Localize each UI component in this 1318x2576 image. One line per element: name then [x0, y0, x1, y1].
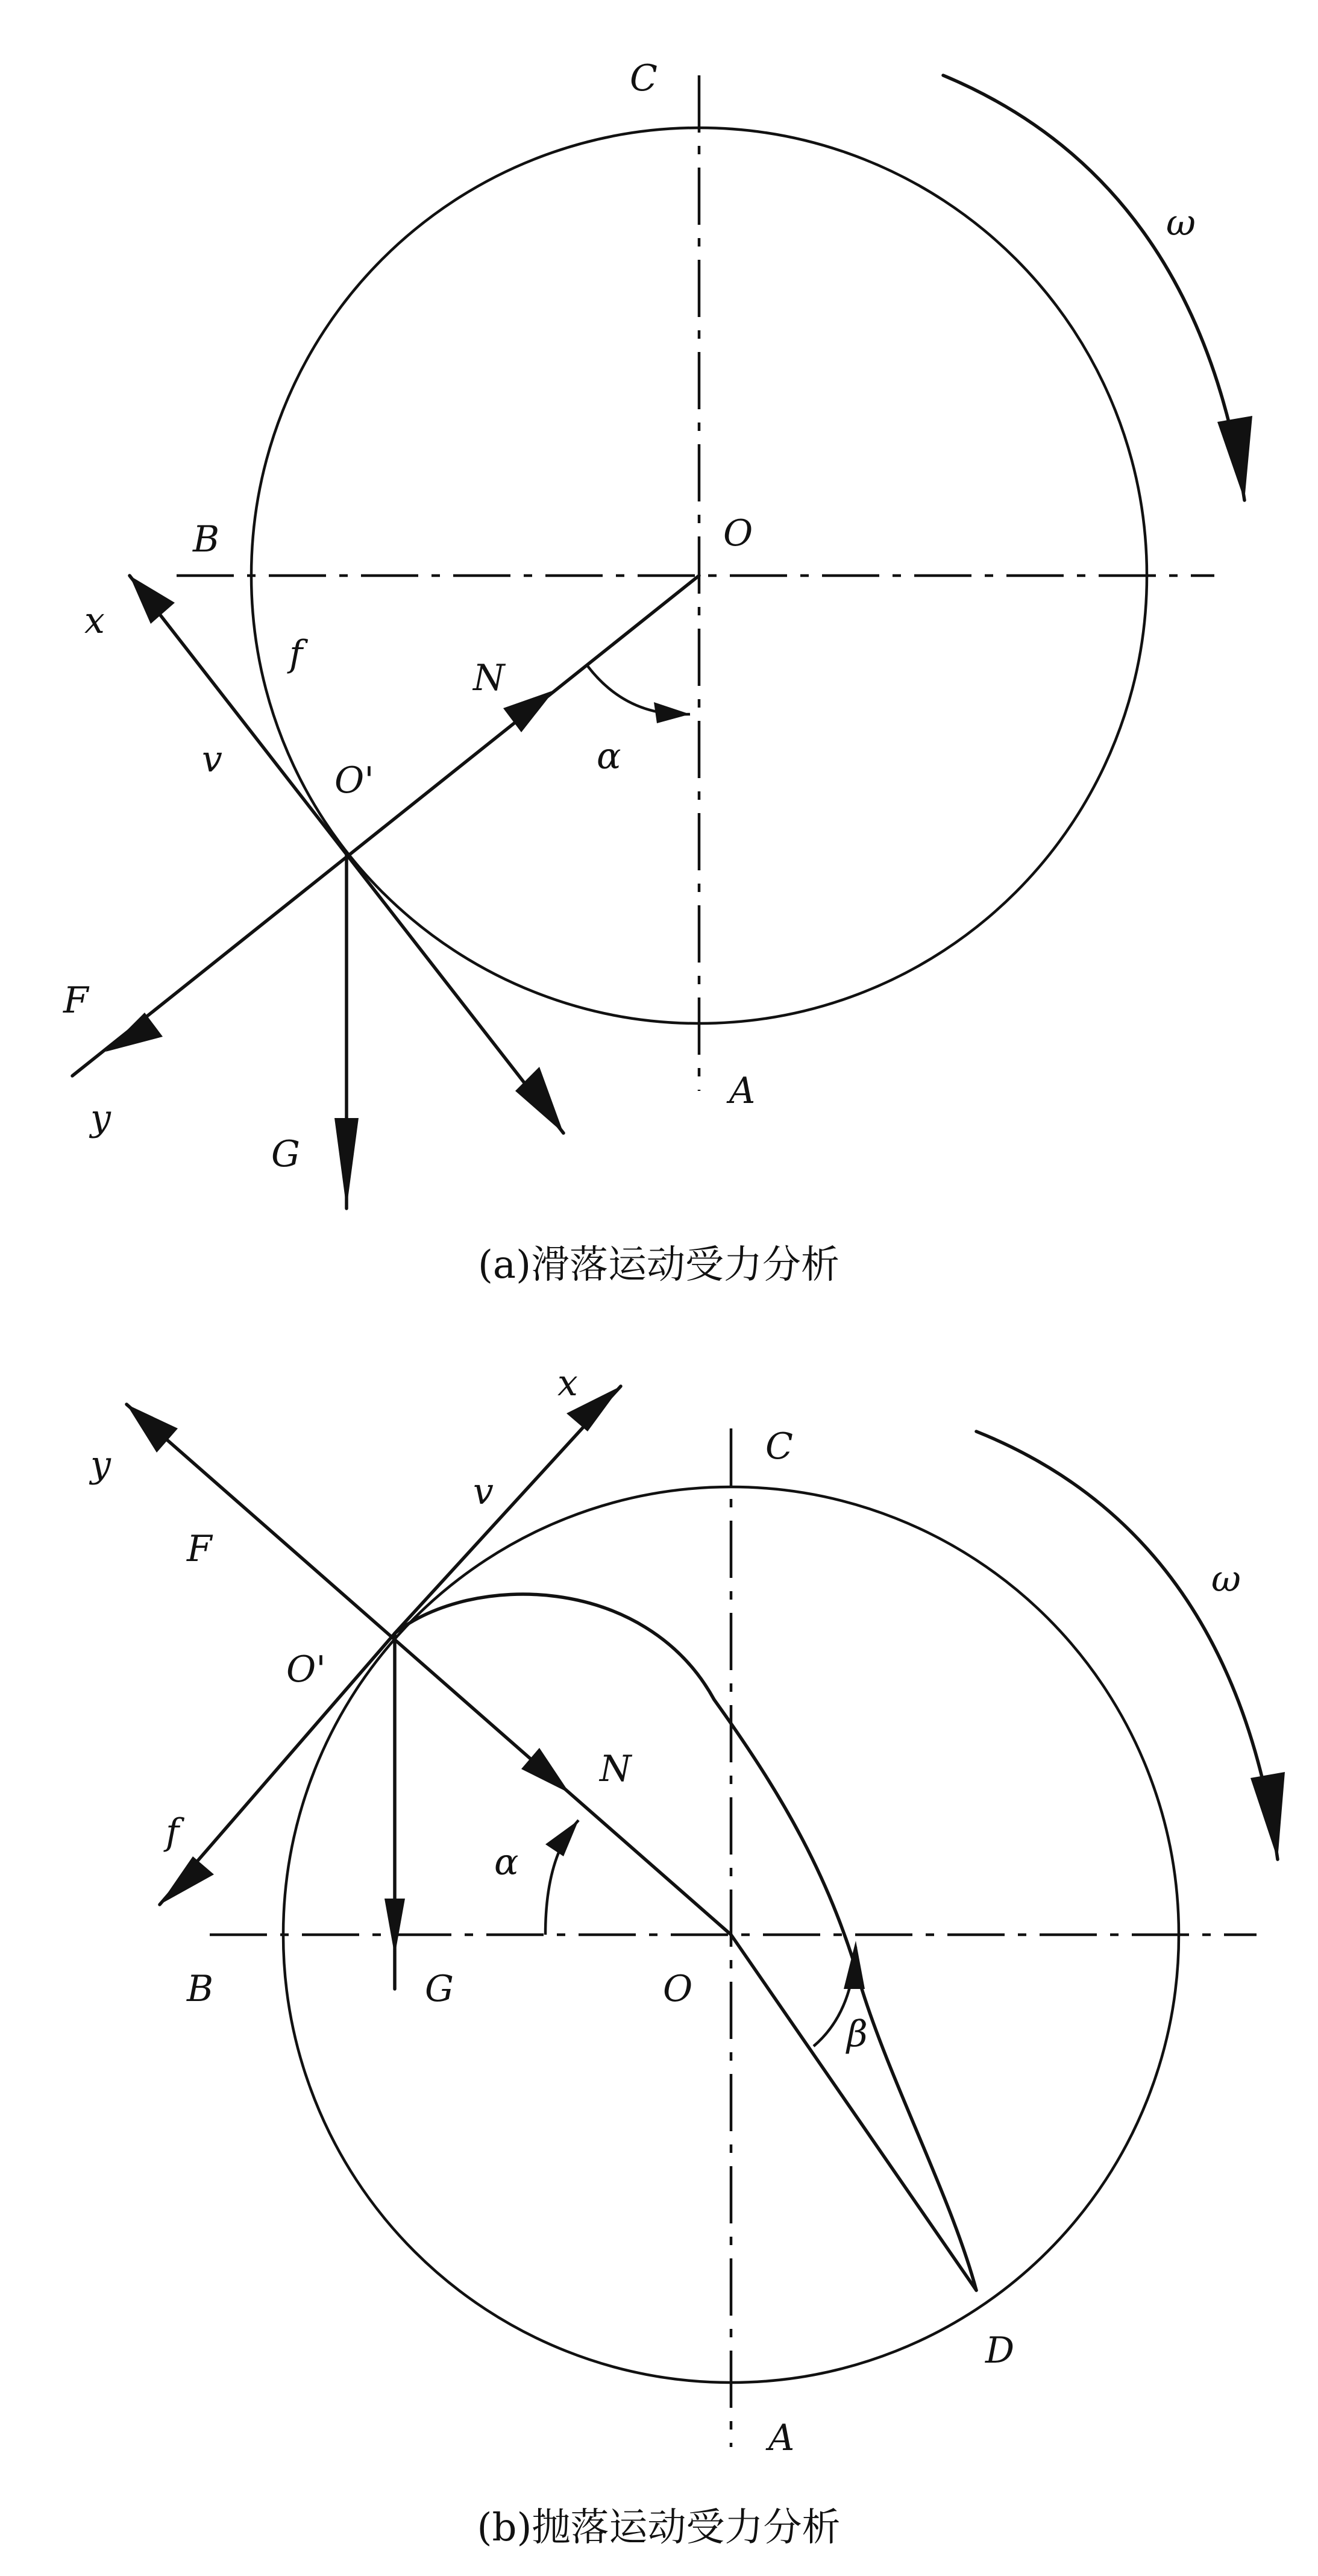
rotation-arrow-b [976, 1431, 1278, 1859]
y-arrowhead-b [127, 1404, 178, 1453]
label-b-a: B [193, 518, 220, 561]
label-alpha-b: α [494, 1841, 519, 1883]
label-omega-b: ω [1211, 1558, 1241, 1600]
label-o-b: O [663, 1968, 693, 2010]
label-f-force-a: F [63, 979, 89, 1022]
label-c-b: C [765, 1425, 793, 1468]
rotation-arrow-a [943, 75, 1244, 500]
x-arrowhead-a [130, 576, 175, 624]
alpha-arrowhead-a [654, 702, 690, 723]
label-y-b: y [90, 1444, 111, 1486]
alpha-arc-a [588, 666, 690, 714]
label-o-a: O [723, 512, 753, 554]
caption-b: (b)抛落运动受力分析 [477, 2505, 841, 2550]
label-a-b: A [768, 2417, 795, 2459]
label-v-b: v [473, 1471, 494, 1513]
label-y-a: y [90, 1097, 111, 1139]
label-a-a: A [729, 1070, 756, 1112]
label-b-b: B [187, 1968, 214, 2010]
y-line-b [127, 1404, 731, 1935]
diagram-b [89, 1362, 1285, 2550]
beta-arrowhead-b [844, 1941, 865, 1989]
tangent-arrowhead-a [515, 1067, 563, 1133]
trajectory-curve-b [395, 1594, 976, 2290]
diagram-a [63, 57, 1252, 1287]
gravity-arrowhead-a [334, 1118, 359, 1208]
caption-a: (a)滑落运动受力分析 [477, 1243, 840, 1287]
label-n-a: N [473, 657, 505, 699]
label-g-b: G [425, 1968, 454, 2010]
label-g-a: G [271, 1133, 300, 1175]
label-alpha-a: α [597, 735, 621, 778]
label-beta-b: β [847, 2013, 868, 2055]
n-line-a [72, 576, 699, 1076]
gravity-arrowhead-b [384, 1899, 405, 1956]
n-arrowhead-b [521, 1748, 570, 1793]
label-x-b: x [557, 1362, 578, 1404]
label-o-prime-b: O' [286, 1648, 326, 1691]
label-n-b: N [600, 1748, 632, 1790]
label-omega-a: ω [1166, 202, 1196, 244]
rotation-arrowhead-a [1217, 416, 1252, 500]
f-arrowhead-a [105, 1013, 163, 1052]
label-f-force-b: F [187, 1528, 212, 1570]
f-arrowhead-b [160, 1856, 214, 1905]
rotation-arrowhead-b [1251, 1772, 1285, 1859]
label-x-a: x [84, 600, 105, 642]
label-c-a: C [630, 57, 657, 99]
label-f-friction-a: f [289, 633, 303, 675]
label-o-prime-a: O' [334, 759, 374, 802]
label-d-b: D [985, 2329, 1015, 2372]
label-v-a: v [202, 738, 222, 781]
label-f-friction-b: f [166, 1811, 180, 1853]
alpha-arrowhead-b [545, 1820, 579, 1856]
